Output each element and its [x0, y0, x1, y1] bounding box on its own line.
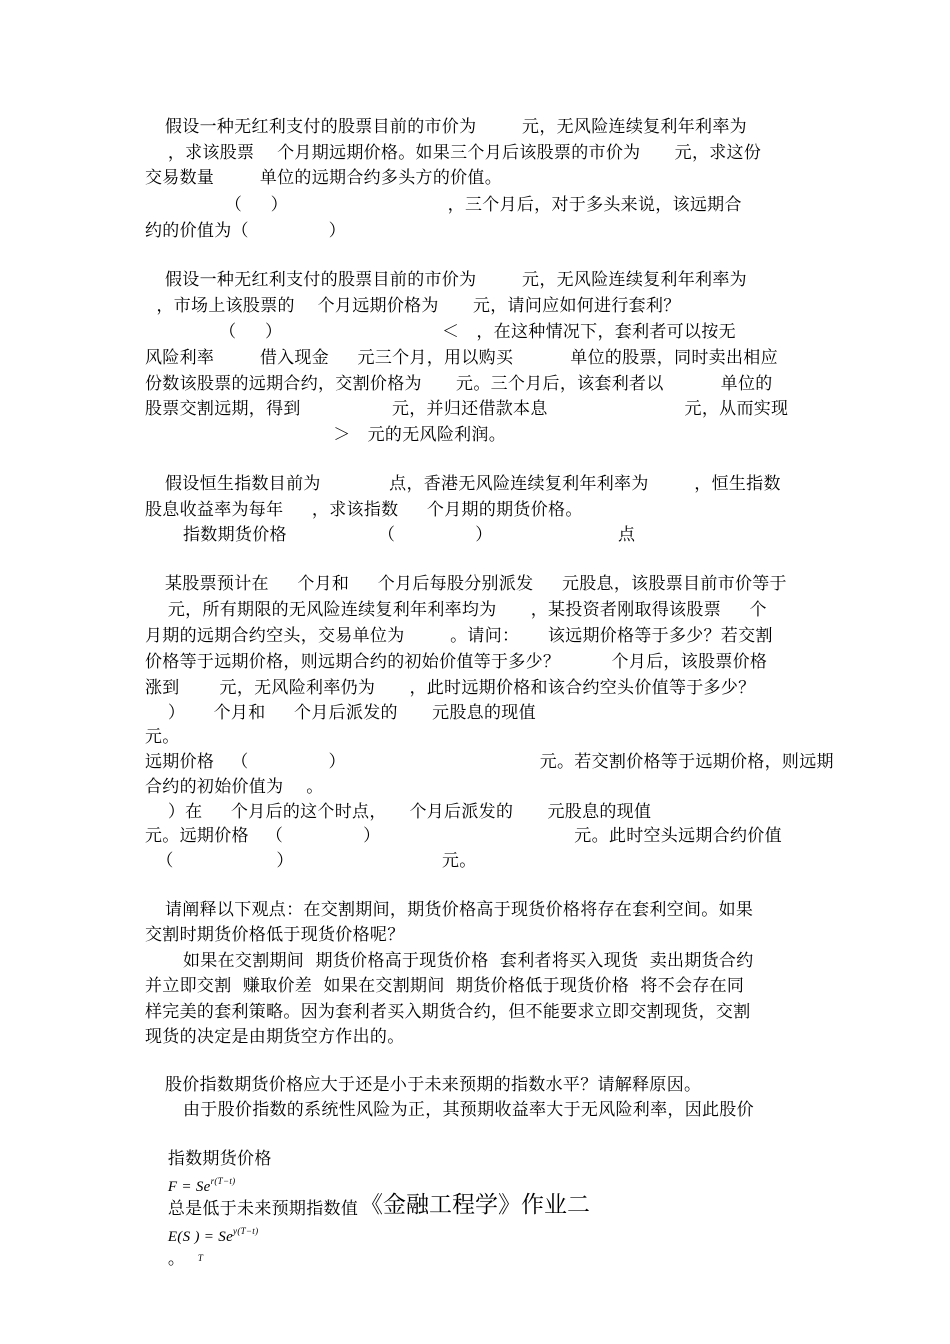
text-line-q2-l1: 假设一种无红利支付的股票目前的市价为 元，无风险连续复利年利率为	[165, 270, 747, 290]
text-line-q5-l3: 如果在交割期间 期货价格高于现货价格 套利者将买入现货 卖出期货合约	[183, 951, 754, 971]
text-line-q4-l8: 远期价格 （ ） 元。若交割价格等于远期价格，则远期	[145, 752, 834, 772]
text-line-q2-l7: ＞ 元的无风险利润。	[145, 425, 507, 445]
final-prefix: 指数期货价格	[167, 1149, 272, 1169]
formula1-exponent: r(T−t)	[210, 1176, 236, 1186]
text-line-q4-l10: ）在 个月后的这个时点， 个月后派发的 元股息的现值	[145, 802, 652, 822]
text-line-q2-l5: 份数该股票的远期合约，交割价格为 元。三个月后，该套利者以 单位的	[145, 374, 773, 394]
text-line-q4-l7: 元。	[145, 727, 180, 747]
text-line-q4-l5: 涨到 元，无风险利率仍为 ，此时远期价格和该合约空头价值等于多少？	[145, 678, 756, 698]
assignment-title: 《金融工程学》作业二	[360, 1192, 590, 1218]
text-line-q2-l6: 股票交割远期，得到 元，并归还借款本息 元，从而实现	[145, 399, 789, 419]
text-line-q4-l6: ） 个月和 个月后派发的 元股息的现值	[145, 703, 536, 723]
text-line-q4-l3: 月期的远期合约空头，交易单位为 。请问： 该远期价格等于多少？若交割	[145, 626, 773, 646]
expected-index-formula: E(S T ) = $Se^{y(T-t)}$	[168, 1229, 259, 1245]
text-line-q3-l2: 股息收益率为每年 ，求该指数 个月期的期货价格。	[145, 500, 583, 520]
text-line-q5-l5: 样完美的套利策略。因为套利者买入期货合约，但不能要求立即交割现货，交割	[145, 1002, 751, 1022]
futures-price-formula: $F = Se^{r(T-t)}$	[167, 1176, 236, 1195]
text-line-q1-l4: （ ） ，三个月后，对于多头来说，该远期合	[145, 195, 742, 215]
text-line-q2-l2: ，市场上该股票的 个月远期价格为 元，请问应如何进行套利？	[145, 296, 681, 316]
text-line-q1-l5: 约的价值为（ ）	[145, 221, 346, 241]
final-suffix: 。	[167, 1249, 186, 1269]
final-middle: 总是低于未来预期指数值	[167, 1199, 359, 1219]
text-line-q5-l6: 现货的决定是由期货空方作出的。	[145, 1027, 405, 1047]
text-line-q4-l4: 价格等于远期价格，则远期合约的初始价值等于多少？ 个月后，该股票价格	[145, 652, 768, 672]
text-line-q4-l12: （ ） 元。	[145, 851, 477, 871]
text-line-q4-l1: 某股票预计在 个月和 个月后每股分别派发 元股息，该股票目前市价等于	[165, 574, 787, 594]
text-line-q3-l1: 假设恒生指数目前为 点，香港无风险连续复利年利率为 ，恒生指数	[165, 474, 781, 494]
text-line-q6-l1: 股价指数期货价格应大于还是小于未来预期的指数水平？请解释原因。	[165, 1075, 702, 1095]
formula2-exponent: y(T−t)	[233, 1226, 259, 1236]
text-line-q3-l3: 指数期货价格 （ ） 点	[183, 525, 636, 545]
text-line-q1-l3: 交易数量 单位的远期合约多头方的价值。	[145, 168, 503, 188]
text-line-q4-l11: 元。远期价格 （ ） 元。此时空头远期合约价值	[145, 826, 782, 846]
text-line-q6-l2: 由于股价指数的系统性风险为正，其预期收益率大于无风险利率，因此股价	[183, 1100, 754, 1120]
text-line-q4-l2: 元，所有期限的无风险连续复利年利率均为 ，某投资者刚取得该股票 个	[145, 600, 767, 620]
text-line-q1-l2: ，求该股票 个月期远期价格。如果三个月后该股票的市价为 元，求这份	[145, 143, 762, 163]
text-line-q2-l4: 风险利率 借入现金 元三个月，用以购买 单位的股票，同时卖出相应	[145, 348, 778, 368]
text-line-q5-l2: 交割时期货价格低于现货价格呢？	[145, 925, 405, 945]
text-line-q5-l1: 请阐释以下观点：在交割期间，期货价格高于现货价格将存在套利空间。如果	[165, 900, 754, 920]
formula2-subscript: T	[197, 1253, 204, 1263]
text-line-q1-l1: 假设一种无红利支付的股票目前的市价为 元，无风险连续复利年利率为	[165, 117, 747, 137]
text-line-q5-l4: 并立即交割 赚取价差 如果在交割期间 期货价格低于现货价格 将不会存在同	[145, 976, 745, 996]
text-line-q4-l9: 合约的初始价值为 。	[145, 777, 324, 797]
text-line-q2-l3: （ ） ＜ ，在这种情况下，套利者可以按无	[145, 322, 736, 342]
